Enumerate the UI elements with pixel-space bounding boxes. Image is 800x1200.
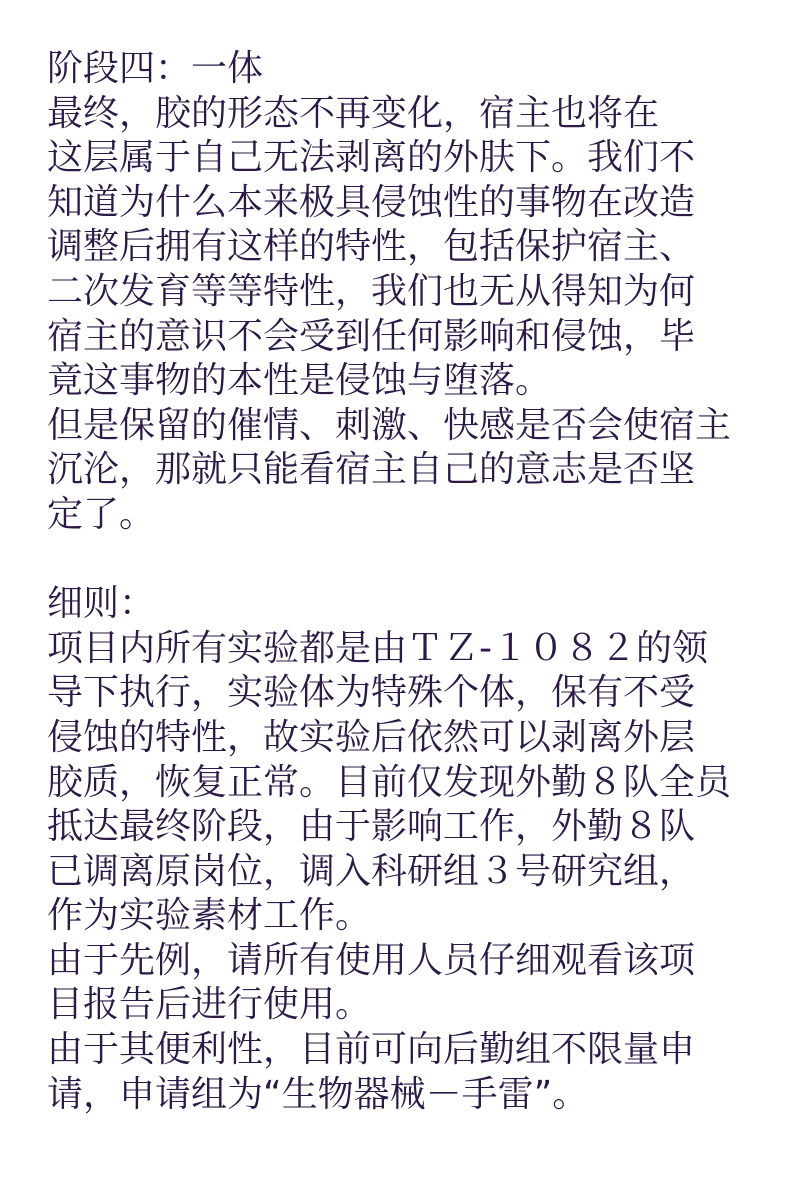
text-line: 但是保留的催情、刺激、快感是否会使宿主 bbox=[47, 404, 732, 446]
text-line: 请，申请组为“生物器械－手雷”。 bbox=[47, 1073, 589, 1115]
text-line: 胶质，恢复正常。目前仅发现外勤８队全员 bbox=[47, 761, 732, 803]
text-line: 已调离原岗位，调入科研组３号研究组， bbox=[47, 850, 696, 892]
text-line: 作为实验素材工作。 bbox=[47, 895, 372, 937]
text-line: 宿主的意识不会受到任何影响和侵蚀，毕 bbox=[47, 315, 696, 357]
text-line: 定了。 bbox=[47, 493, 156, 535]
text-line: 由于其便利性，目前可向后勤组不限量申 bbox=[47, 1029, 696, 1071]
text-line: 竟这事物的本性是侵蚀与堕落。 bbox=[47, 360, 552, 402]
text-line: 调整后拥有这样的特性，包括保护宿主、 bbox=[47, 226, 696, 268]
text-line: 项目内所有实验都是由ＴＺ-１０８２的领 bbox=[47, 627, 708, 669]
blank-line bbox=[47, 538, 787, 583]
document-body bbox=[47, 47, 787, 1117]
text-line: 二次发育等等特性，我们也无从得知为何 bbox=[47, 270, 696, 312]
text-line: 最终，胶的形态不再变化，宿主也将在 bbox=[47, 92, 660, 134]
text-line: 由于先例，请所有使用人员仔细观看该项 bbox=[47, 939, 696, 981]
text-line: 知道为什么本来极具侵蚀性的事物在改造 bbox=[47, 181, 696, 223]
stage-heading: 阶段四：一体 bbox=[47, 48, 264, 89]
text-line: 目报告后进行使用。 bbox=[47, 984, 372, 1026]
text-line: 这层属于自己无法剥离的外肤下。我们不 bbox=[47, 137, 696, 179]
text-line: 抵达最终阶段，由于影响工作，外勤８队 bbox=[47, 806, 696, 848]
text-line: 沉沦，那就只能看宿主自己的意志是否坚 bbox=[47, 449, 696, 491]
text-line: 侵蚀的特性，故实验后依然可以剥离外层 bbox=[47, 716, 696, 758]
rules-heading: 细则： bbox=[47, 583, 156, 625]
text-line: 导下执行，实验体为特殊个体，保有不受 bbox=[47, 672, 696, 714]
